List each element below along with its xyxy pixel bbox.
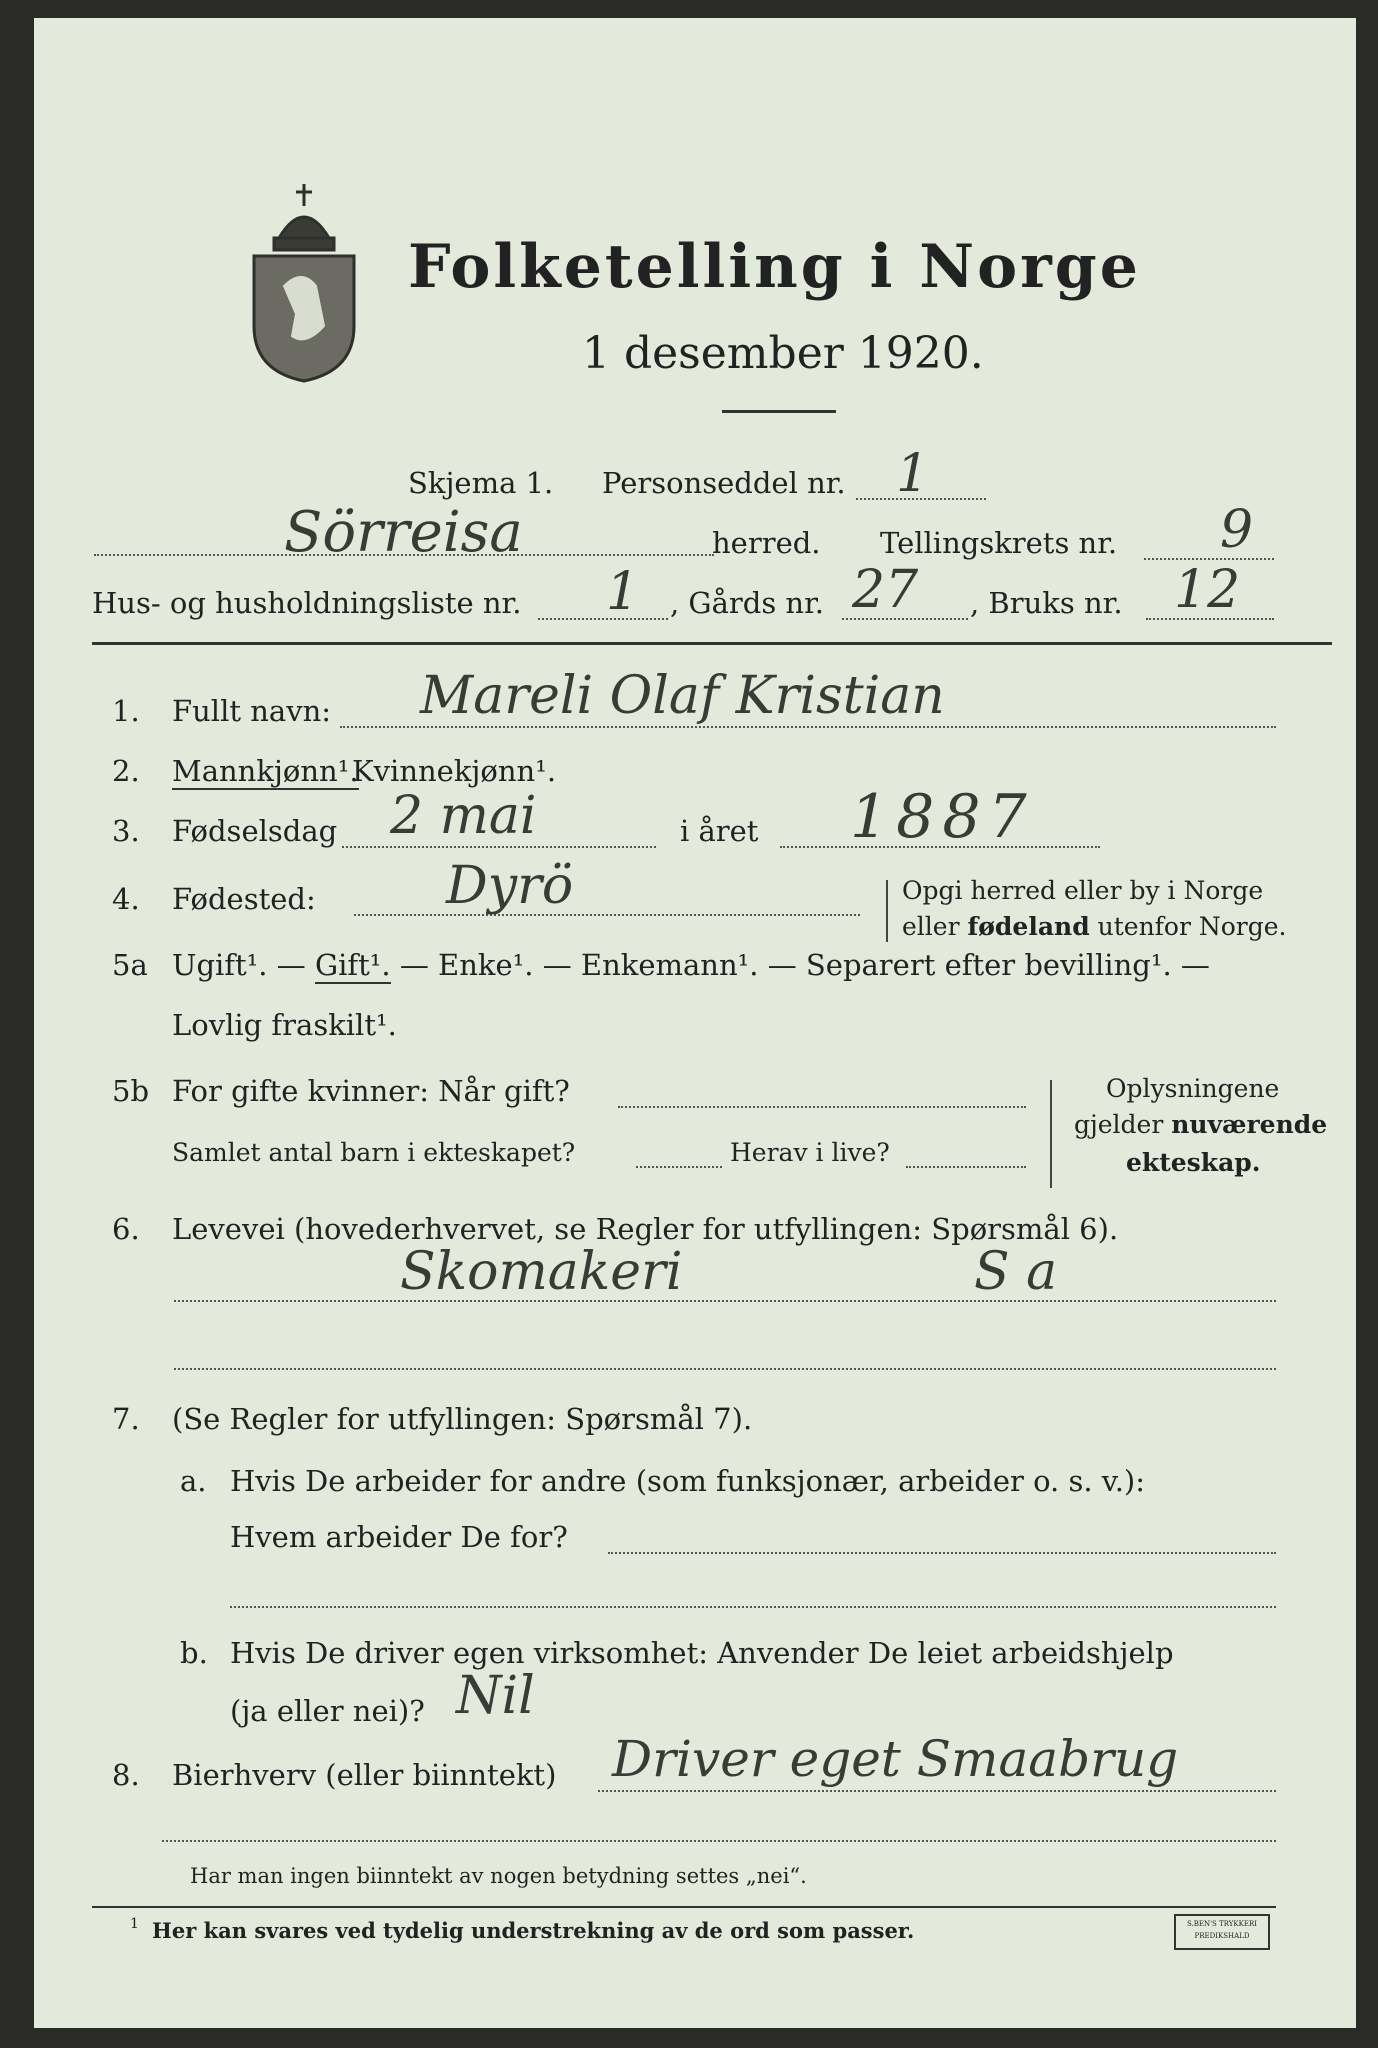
bruks-value: 12 [1174, 560, 1241, 620]
q4-note-line1: Opgi herred eller by i Norge [902, 876, 1264, 905]
norwegian-coat-of-arms-icon [244, 176, 364, 386]
q6-occupation: Skomakeri [400, 1242, 683, 1302]
q3-year-label: i året [680, 814, 759, 848]
herred-value: Sörreisa [284, 500, 523, 565]
q5b-note-line1: Oplysningene [1106, 1074, 1280, 1103]
q5b-note-brace [1050, 1080, 1052, 1188]
personseddel-label: Personseddel nr. [602, 466, 846, 500]
q7a-line1 [608, 1552, 1276, 1554]
q3-label: Fødselsdag [172, 814, 338, 848]
q5b-label: For gifte kvinner: Når gift? [172, 1074, 570, 1108]
gards-label: , Gårds nr. [670, 586, 824, 620]
q1-line [340, 726, 1276, 728]
husholdningsliste-line [538, 618, 668, 620]
q7a-line2 [230, 1606, 1276, 1608]
husholdningsliste-value: 1 [606, 562, 640, 622]
q4-note-bold: fødeland [967, 912, 1090, 941]
q7b-letter: b. [180, 1636, 208, 1670]
q2-number: 2. [112, 754, 140, 788]
skjema-label: Skjema 1. [408, 466, 554, 500]
q5b-note-bold: nuværende [1171, 1110, 1328, 1139]
q1-label: Fullt navn: [172, 694, 332, 728]
q4-label: Fødested: [172, 882, 316, 916]
q5a-options [172, 948, 1210, 982]
q5b-children-label: Samlet antal barn i ekteskapet? [172, 1138, 576, 1167]
q4-number: 4. [112, 882, 140, 916]
q4-birthplace: Dyrö [446, 856, 574, 916]
q2-female-option: Kvinnekjønn¹. [352, 754, 557, 788]
q3-day-line [342, 846, 656, 848]
tellingskrets-label: Tellingskrets nr. [880, 526, 1118, 560]
stamp-line2: PREDIKSHALD [1194, 1932, 1250, 1940]
q2-male-option: Mannkjønn¹. [172, 754, 359, 788]
q7a-letter: a. [180, 1464, 207, 1498]
q5b-note-line2 [1074, 1110, 1327, 1139]
title-ornament [722, 410, 836, 413]
q8-line1 [598, 1790, 1276, 1792]
q5b-number: 5b [112, 1074, 150, 1108]
stamp-line1: S.BEN'S TRYKKERI [1186, 1920, 1258, 1928]
herred-label: herred. [712, 526, 821, 560]
footnote-text: Her kan svares ved tydelig understrekning av de ord som passer. [152, 1918, 915, 1943]
q5a-gift-selected: Gift¹. [314, 948, 391, 982]
printer-stamp [1174, 1914, 1270, 1950]
q6-number: 6. [112, 1212, 140, 1246]
gards-value: 27 [852, 560, 919, 620]
q6-line1 [174, 1300, 1276, 1302]
husholdningsliste-label: Hus- og husholdningsliste nr. [92, 586, 522, 620]
footnote-number: 1 [130, 1916, 139, 1932]
form-title: Folketelling i Norge [408, 232, 1141, 302]
q4-note-pre: eller [902, 912, 960, 941]
q8-note: Har man ingen biinntekt av nogen betydning settes „nei“. [190, 1864, 807, 1888]
census-form [34, 18, 1356, 2028]
q7b-text: Hvis De driver egen virksomhet: Anvender De leiet arbeidshjelp [230, 1636, 1174, 1670]
q8-side-income: Driver eget Smaabrug [612, 1730, 1179, 1788]
q5b-alive-line [906, 1166, 1026, 1168]
q5a-other-options: — Enke¹. — Enkemann¹. — Separert efter bevilling¹. — [399, 948, 1210, 982]
header-divider [92, 642, 1332, 645]
q7b-answer: Nil [456, 1666, 535, 1726]
q5a-ugift: Ugift¹. — [172, 948, 306, 982]
q6-line2 [174, 1368, 1276, 1370]
q5a-number: 5a [112, 948, 148, 982]
q5b-married-line [618, 1106, 1026, 1108]
q4-note-line2 [902, 912, 1287, 941]
q3-birth-year: 1887 [850, 782, 1035, 852]
q4-note-brace [886, 880, 888, 942]
q8-label: Bierhverv (eller biinntekt) [172, 1758, 557, 1792]
q5b-note-line3: ekteskap. [1126, 1148, 1261, 1177]
q7b-help-label: (ja eller nei)? [230, 1694, 425, 1728]
q7a-text: Hvis De arbeider for andre (som funksjonær, arbeider o. s. v.): [230, 1464, 1146, 1498]
q7a-employer-label: Hvem arbeider De for? [230, 1520, 568, 1554]
q1-number: 1. [112, 694, 140, 728]
q1-full-name: Mareli Olaf Kristian [420, 666, 945, 726]
footnote-divider [92, 1906, 1276, 1908]
personseddel-value: 1 [896, 444, 930, 504]
tellingskrets-value: 9 [1220, 500, 1254, 560]
q5b-children-line [636, 1166, 722, 1168]
q5a-lovlig-fraskilt: Lovlig fraskilt¹. [172, 1008, 397, 1042]
q3-number: 3. [112, 814, 140, 848]
q4-note-post: utenfor Norge. [1097, 912, 1287, 941]
census-date: 1 desember 1920. [582, 328, 984, 379]
bruks-label: , Bruks nr. [970, 586, 1123, 620]
q6-code-mark: S a [974, 1242, 1058, 1302]
q8-number: 8. [112, 1758, 140, 1792]
q7-label: (Se Regler for utfyllingen: Spørsmål 7). [172, 1402, 753, 1436]
q5b-note-pre: gjelder [1074, 1110, 1164, 1139]
q8-line2 [162, 1840, 1276, 1842]
q6-label: Levevei (hovederhvervet, se Regler for utfyllingen: Spørsmål 6). [172, 1212, 1119, 1246]
q3-birth-date: 2 mai [390, 786, 537, 846]
q4-line [354, 914, 860, 916]
q5b-alive-label: Herav i live? [730, 1138, 890, 1167]
q7-number: 7. [112, 1402, 140, 1436]
